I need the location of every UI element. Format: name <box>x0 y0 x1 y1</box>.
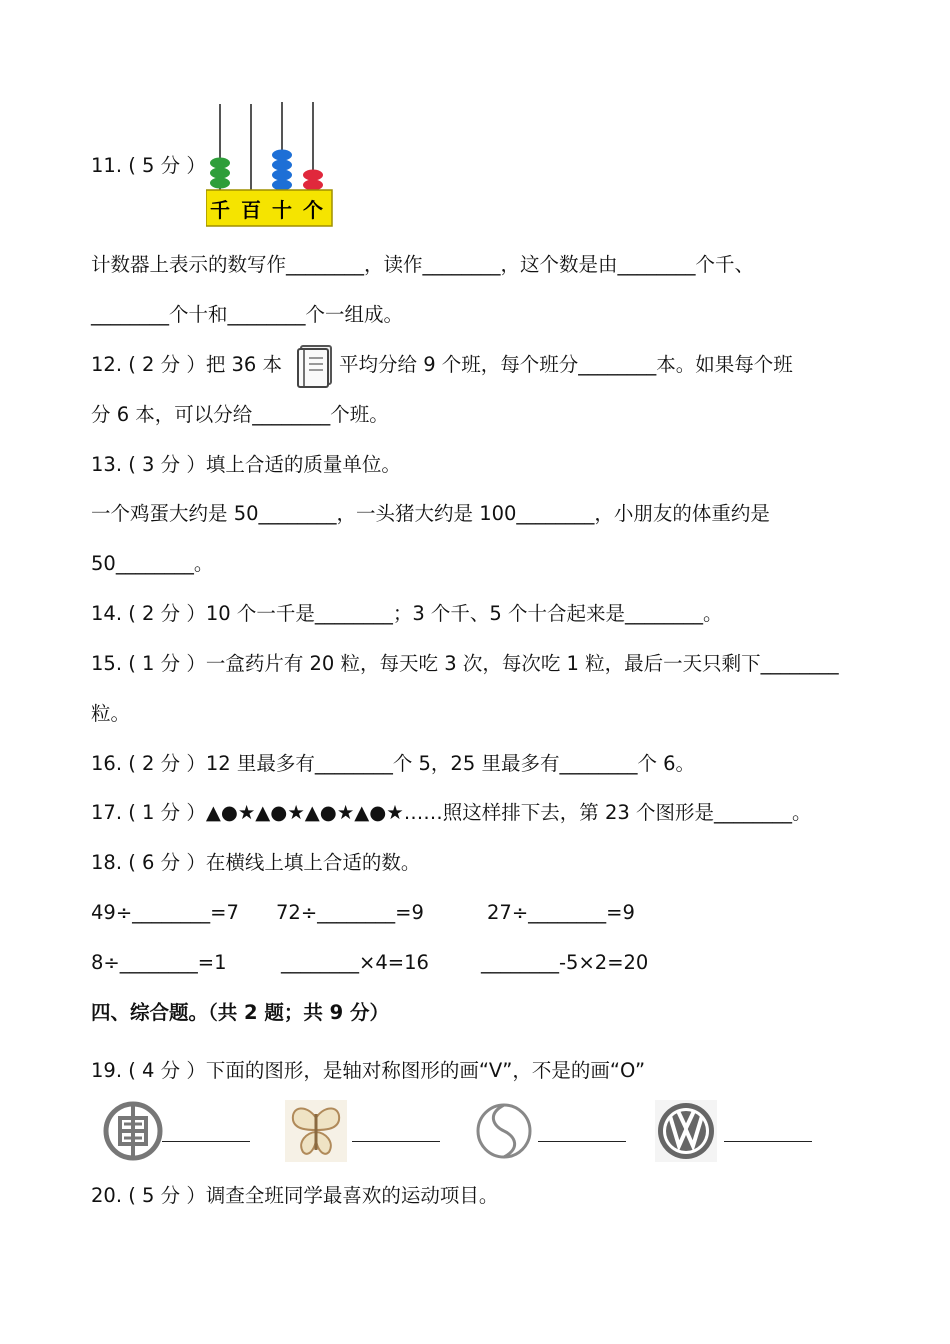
q19-blank-2[interactable] <box>352 1141 440 1142</box>
abacus-label-hundreds: 百 <box>241 198 261 222</box>
q18-eq4: 8÷________=1 <box>91 951 227 974</box>
q12-line2: 分 6 本，可以分给________个班。 <box>91 403 389 426</box>
abacus-label-tens: 十 <box>272 198 292 222</box>
vw-logo-icon <box>655 1100 717 1162</box>
abacus-image <box>206 98 336 230</box>
q18-eq6: ________-5×2=20 <box>481 951 649 974</box>
q13-line3: 50________。 <box>91 552 214 575</box>
q11-line2: ________个十和________个一组成。 <box>91 303 404 326</box>
section-4-title: 四、综合题。（共 2 题；共 9 分） <box>91 1001 390 1024</box>
q19-blank-3[interactable] <box>538 1141 626 1142</box>
q15-line1: 15. ( 1 分 ）一盒药片有 20 粒，每天吃 3 次，每次吃 1 粒，最后一天只剩下________ <box>91 652 839 675</box>
q13-line2: 一个鸡蛋大约是 50________，一头猪大约是 100________，小朋友的体重约是 <box>91 502 770 525</box>
abacus-label-thousands: 千 <box>210 198 230 222</box>
q18-eq3: 27÷________=9 <box>487 901 635 924</box>
q17-line1: 17. ( 1 分 ）▲●★▲●★▲●★▲●★……照这样排下去，第 23 个图形是________。 <box>91 801 812 824</box>
q18-eq1: 49÷________=7 <box>91 901 239 924</box>
q12-part2: 平均分给 9 个班，每个班分________本。如果每个班 <box>339 353 793 376</box>
bank-logo-icon <box>102 1100 164 1162</box>
q11-label: 11. ( 5 分 ） <box>91 154 206 177</box>
notebook-icon <box>295 343 335 389</box>
q18-eq2: 72÷________=9 <box>276 901 424 924</box>
butterfly-icon <box>285 1100 347 1162</box>
q11-line1: 计数器上表示的数写作________，读作________，这个数是由________个千、 <box>91 253 755 276</box>
q19-blank-1[interactable] <box>162 1141 250 1142</box>
q14-line1: 14. ( 2 分 ）10 个一千是________；3 个千、5 个十合起来是________。 <box>91 602 723 625</box>
q19-line1: 19. ( 4 分 ）下面的图形，是轴对称图形的画“V”，不是的画“O” <box>91 1059 646 1082</box>
q18-eq5: ________×4=16 <box>281 951 429 974</box>
q15-line2: 粒。 <box>91 702 131 725</box>
q20-line1: 20. ( 5 分 ）调查全班同学最喜欢的运动项目。 <box>91 1184 499 1207</box>
abacus-label-ones: 个 <box>303 198 323 222</box>
q19-blank-4[interactable] <box>724 1141 812 1142</box>
q16-line1: 16. ( 2 分 ）12 里最多有________个 5，25 里最多有________个 6。 <box>91 752 696 775</box>
s-circle-icon <box>473 1100 535 1162</box>
q13-line1: 13. ( 3 分 ）填上合适的质量单位。 <box>91 453 401 476</box>
q18-line1: 18. ( 6 分 ）在横线上填上合适的数。 <box>91 851 421 874</box>
q12-part1: 12. ( 2 分 ）把 36 本 <box>91 353 283 376</box>
